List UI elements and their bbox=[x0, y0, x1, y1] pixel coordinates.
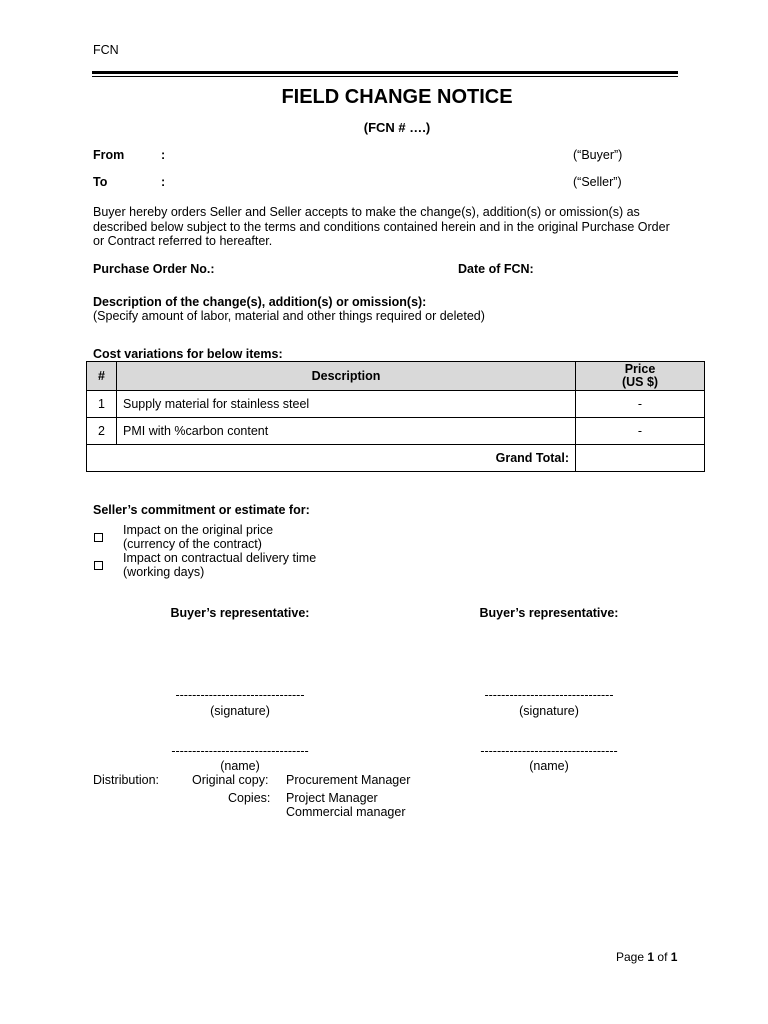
grand-total-value bbox=[576, 445, 705, 472]
doc-code: FCN bbox=[93, 43, 119, 57]
header-rule-thin bbox=[92, 76, 678, 77]
grand-total-label: Grand Total: bbox=[87, 445, 576, 472]
header-description: Description bbox=[117, 362, 576, 391]
name-line-right: --------------------------------- bbox=[480, 744, 618, 758]
to-colon: : bbox=[161, 175, 166, 189]
of-word: of bbox=[657, 950, 668, 964]
header-price bbox=[576, 362, 705, 391]
header-rule bbox=[92, 71, 678, 74]
page-footer bbox=[616, 950, 677, 964]
page-number: 1 bbox=[647, 950, 655, 964]
header-price-label: Price bbox=[624, 362, 656, 376]
copies-label: Copies: bbox=[228, 791, 271, 805]
name-label-left: (name) bbox=[220, 759, 260, 773]
distribution-label: Distribution: bbox=[93, 773, 159, 787]
row-description: Supply material for stainless steel bbox=[117, 391, 576, 418]
table-row bbox=[87, 391, 705, 418]
signature-heading-left: Buyer’s representative: bbox=[170, 606, 310, 620]
to-label: To bbox=[93, 175, 108, 189]
delivery-impact-checkbox[interactable] bbox=[94, 561, 103, 570]
signature-line-left: ------------------------------- bbox=[175, 688, 305, 702]
fcn-number: (FCN # ….) bbox=[363, 120, 431, 135]
description-heading: Description of the change(s), addition(s) or omission(s): bbox=[93, 295, 427, 309]
row-num: 1 bbox=[87, 391, 117, 418]
intro-line: Buyer hereby orders Seller and Seller accepts to make the change(s), addition(s) or omission(s) as bbox=[93, 205, 640, 219]
table-row bbox=[87, 418, 705, 445]
commitment-heading: Seller’s commitment or estimate for: bbox=[93, 503, 310, 517]
from-label: From bbox=[93, 148, 125, 162]
intro-paragraph bbox=[93, 205, 698, 249]
signature-label-left: (signature) bbox=[210, 704, 270, 718]
intro-line: described below subject to the terms and conditions contained herein and in the original Purchase Order bbox=[93, 219, 670, 234]
from-party: (“Buyer”) bbox=[573, 148, 623, 162]
option-label: Impact on contractual delivery time bbox=[123, 551, 317, 565]
original-copy-label: Original copy: bbox=[192, 773, 269, 787]
option-sublabel: (currency of the contract) bbox=[123, 537, 262, 551]
purchase-order-label: Purchase Order No.: bbox=[93, 262, 215, 276]
signature-line-right: ------------------------------- bbox=[484, 688, 614, 702]
original-copy-value: Procurement Manager bbox=[286, 773, 411, 787]
description-note: (Specify amount of labor, material and other things required or deleted) bbox=[93, 309, 485, 323]
copies-value: Project Manager bbox=[286, 791, 378, 805]
row-price: - bbox=[576, 418, 705, 445]
cost-table bbox=[86, 361, 705, 472]
option-label: Impact on the original price bbox=[123, 523, 274, 537]
page-title: FIELD CHANGE NOTICE bbox=[281, 86, 513, 108]
name-label-right: (name) bbox=[529, 759, 569, 773]
page-total: 1 bbox=[670, 950, 678, 964]
row-num: 2 bbox=[87, 418, 117, 445]
option-sublabel: (working days) bbox=[123, 565, 205, 579]
date-of-fcn-label: Date of FCN: bbox=[458, 262, 534, 276]
grand-total-row bbox=[87, 445, 705, 472]
signature-label-right: (signature) bbox=[519, 704, 579, 718]
name-line-left: --------------------------------- bbox=[171, 744, 309, 758]
page-word: Page bbox=[616, 950, 645, 964]
signature-heading-right: Buyer’s representative: bbox=[479, 606, 619, 620]
intro-line: or Contract referred to hereafter. bbox=[93, 234, 273, 248]
copies-value: Commercial manager bbox=[286, 805, 406, 819]
row-price: - bbox=[576, 391, 705, 418]
row-description: PMI with %carbon content bbox=[117, 418, 576, 445]
from-colon: : bbox=[161, 148, 166, 162]
header-num: # bbox=[87, 362, 117, 391]
table-header-row bbox=[87, 362, 705, 391]
cost-heading: Cost variations for below items: bbox=[93, 347, 283, 361]
price-impact-checkbox[interactable] bbox=[94, 533, 103, 542]
header-price-currency: (US $) bbox=[621, 375, 659, 389]
to-party: (“Seller”) bbox=[573, 175, 622, 189]
